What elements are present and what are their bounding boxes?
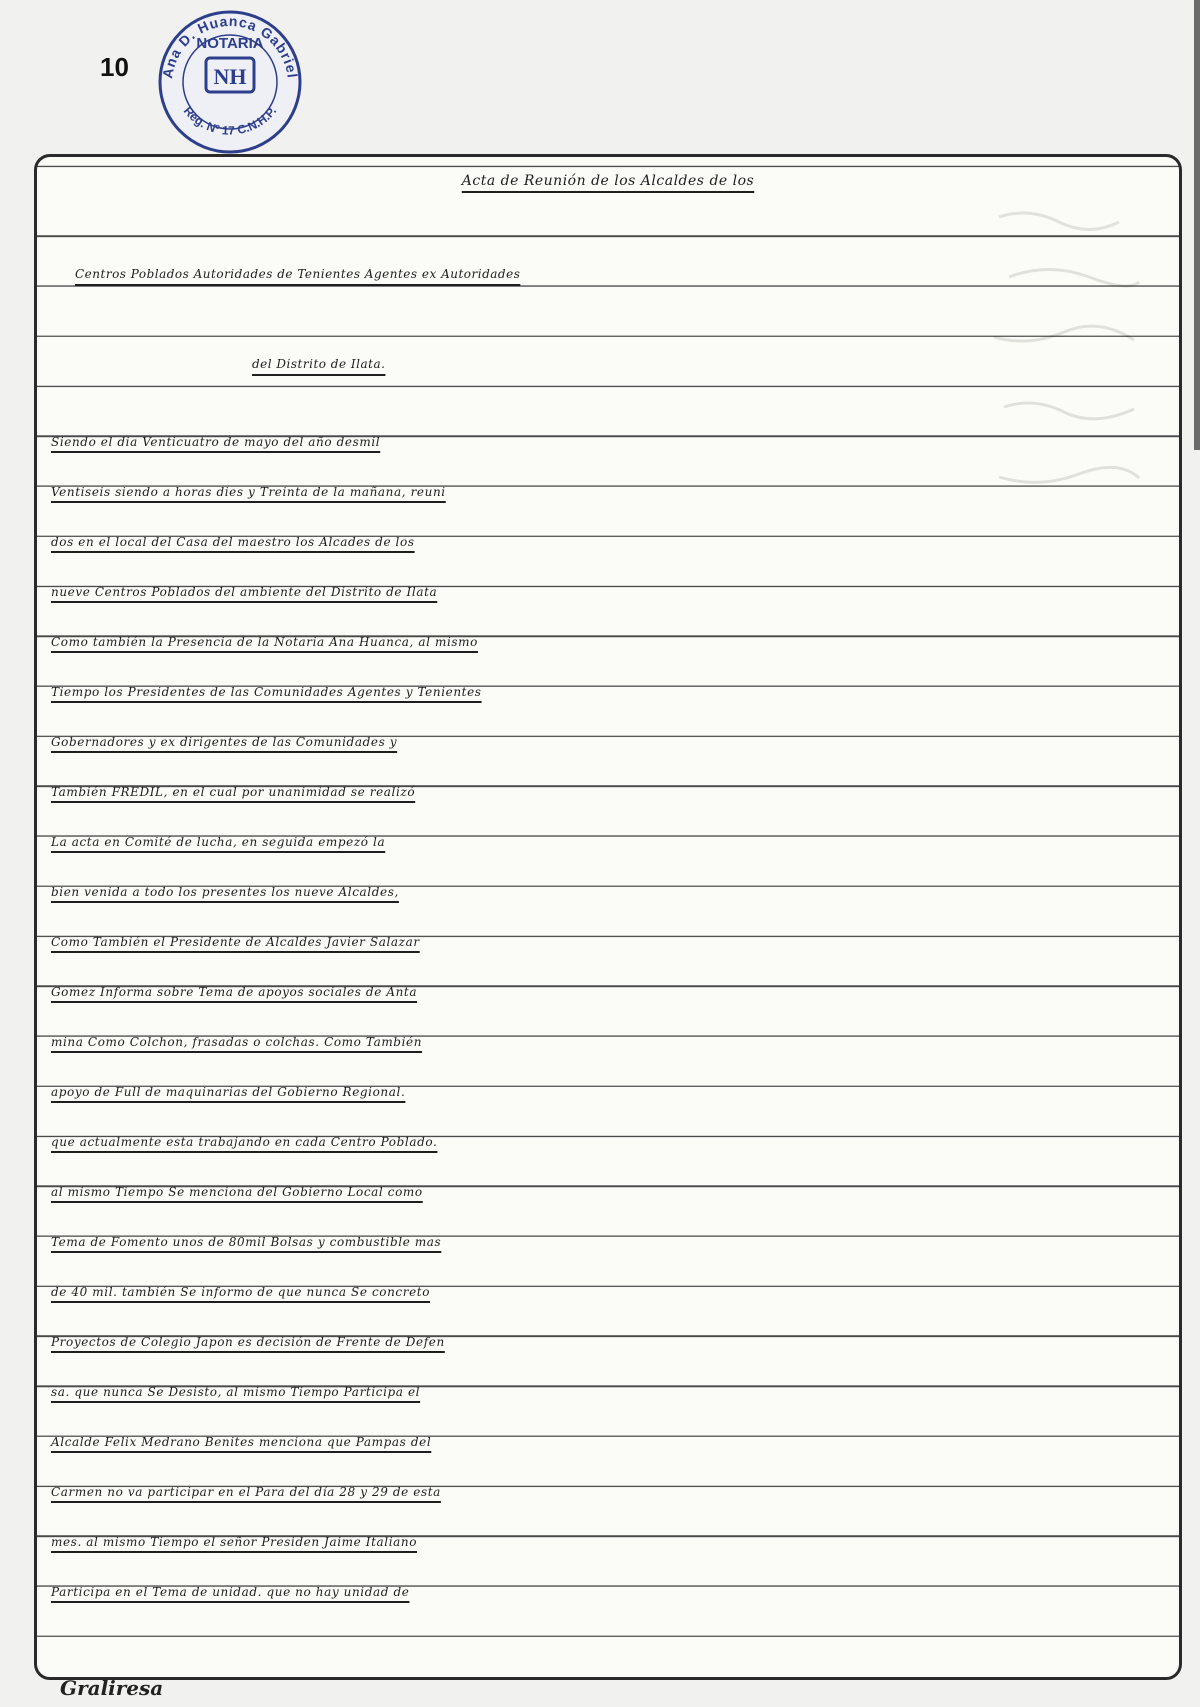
notary-stamp — [150, 6, 310, 156]
body-line: de 40 mil. también Se informo de que nunca Se concreto — [51, 1285, 431, 1299]
stamp-registry: Reg. Nº 17 C.N.H.P. — [180, 103, 280, 138]
body-line: Ventiseis siendo a horas dies y Treinta de la mañana, reuni — [51, 485, 446, 499]
body-line: Gobernadores y ex dirigentes de las Comunidades y — [51, 735, 398, 749]
body-line: al mismo Tiempo Se menciona del Gobierno Local como — [51, 1185, 423, 1199]
page-number: 10 — [100, 52, 129, 82]
body-line: Proyectos de Colegio Japon es decisión de Frente de Defen — [51, 1335, 445, 1349]
notebook-brand: Graliresa — [60, 1676, 164, 1700]
notebook-page — [34, 154, 1182, 1680]
body-line: dos en el local del Casa del maestro los Alcades de los — [51, 535, 415, 549]
body-line: apoyo de Full de maquinarias del Gobierno Regional. — [51, 1085, 406, 1099]
stamp-name: Ana D. Huanca Gabriel — [159, 12, 301, 80]
body-line: Participa en el Tema de unidad. que no hay unidad de — [51, 1585, 410, 1599]
body-line: También FREDIL, en el cual por unanimidad se realizó — [51, 785, 416, 799]
body-line: bien venida a todo los presentes los nueve Alcaldes, — [51, 885, 399, 899]
body-line: que actualmente esta trabajando en cada Centro Poblado. — [51, 1135, 438, 1149]
stamp-logo: NH — [213, 64, 247, 89]
body-line: Siendo el dia Venticuatro de mayo del año desmil — [51, 435, 381, 449]
body-line: Alcalde Felix Medrano Benites menciona que Pampas del — [51, 1435, 432, 1449]
document-title-line-3: del Distrito de Ilata. — [252, 357, 386, 371]
body-line: La acta en Comité de lucha, en seguida empezó la — [51, 835, 386, 849]
body-line: mes. al mismo Tiempo el señor Presiden Jaime Italiano — [51, 1535, 418, 1549]
body-line: Como también la Presencia de la Notaria Ana Huanca, al mismo — [51, 635, 478, 649]
body-line: mina Como Colchon, frasadas o colchas. Como También — [51, 1035, 423, 1049]
body-line: Como También el Presidente de Alcaldes Javier Salazar — [51, 935, 420, 949]
body-line: sa. que nunca Se Desisto, al mismo Tiempo Participa el — [51, 1385, 421, 1399]
document-title-line-2: Centros Poblados Autoridades de Tenientes Agentes ex Autoridades — [75, 267, 521, 281]
body-line: Tiempo los Presidentes de las Comunidades Agentes y Tenientes — [51, 685, 482, 699]
body-line: Gomez Informa sobre Tema de apoyos sociales de Anta — [51, 985, 418, 999]
body-line: Carmen no va participar en el Para del día 28 y 29 de esta — [51, 1485, 441, 1499]
right-edge-shadow — [1194, 0, 1200, 450]
document-title-line-1: Acta de Reunión de los Alcaldes de los — [461, 173, 755, 189]
body-line: Tema de Fomento unos de 80mil Bolsas y combustible mas — [51, 1235, 442, 1249]
stamp-title: NOTARIA — [196, 35, 264, 52]
body-line: nueve Centros Poblados del ambiente del Distrito de Ilata — [51, 585, 438, 599]
